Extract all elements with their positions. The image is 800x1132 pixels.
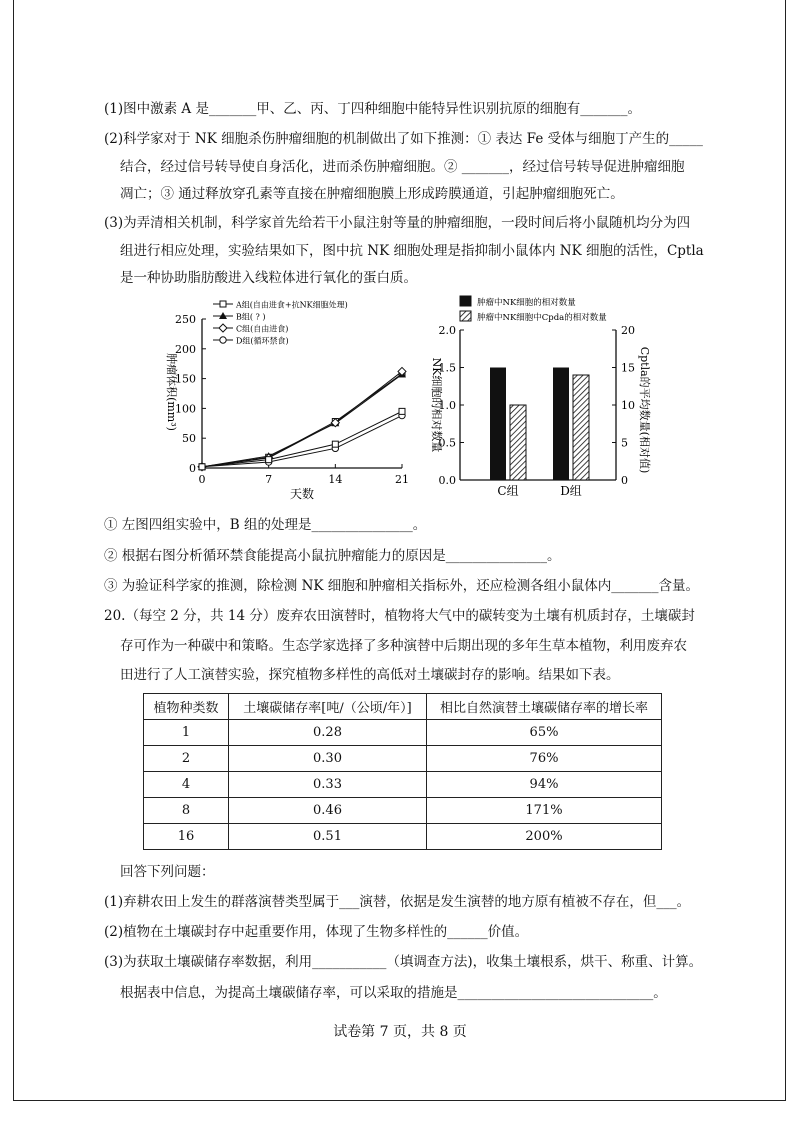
y-tick-label: 250 [175,313,196,326]
table-cell: 171% [427,798,662,824]
left-tick-label: 0.5 [438,436,456,450]
x-axis-label: 天数 [289,487,315,501]
square-marker [399,408,405,414]
table-cell: 76% [427,746,662,772]
table-row [144,824,662,850]
table-cell: 65% [427,720,662,746]
table-row [144,772,662,798]
legend-label: A组(自由进食+抗NK细胞处理) [236,300,348,310]
table-row [144,720,662,746]
legend-label: C组(自由进食) [236,324,289,334]
table-cell: 1 [144,720,229,746]
table-header: 植物种类数 [144,694,229,720]
sub-q2: ② 根据右图分析循环禁食能提高小鼠抗肿瘤能力的原因是_______________。 [104,548,561,564]
q3-line-3: 是一种协助脂肪酸进入线粒体进行氧化的蛋白质。 [120,270,417,286]
left-tick-label: 1.5 [438,361,456,375]
nk-cptla-bar-chart [428,292,653,507]
cptla-bar [573,375,589,480]
q2-line-1: (2)科学家对于 NK 细胞杀伤肿瘤细胞的机制做出了如下推测：① 表达 Fe 受体与细胞丁产生的_____ [104,131,703,147]
left-tick-label: 2.0 [438,324,456,337]
left-tick-label: 1.0 [438,399,456,412]
bar-chart-axes [430,324,652,498]
x-tick-label: 7 [265,473,273,486]
line-chart-legend [213,300,348,346]
table-cell: 4 [144,772,229,798]
x-tick-label: 21 [395,473,409,486]
q1-line: (1)图中激素 A 是_______甲、乙、丙、丁四种细胞中能特异性识别抗原的细胞有_______。 [104,101,641,117]
sub-q3: ③ 为验证科学家的推测，除检测 NK 细胞和肿瘤相关指标外，还应检测各组小鼠体内_______含量。 [104,578,700,594]
circle-marker [220,337,226,343]
table-row [144,746,662,772]
y-tick-label: 100 [175,402,196,416]
y-axis-label: 肿瘤体积(mm³) [165,353,178,431]
table-header: 相比自然演替土壤碳储存率的增长率 [427,694,662,720]
square-marker [199,464,205,470]
left-axis-label: NK细胞的相对数量 [430,357,443,453]
table-cell: 94% [427,772,662,798]
table-cell: 0.30 [229,746,427,772]
series-line-1 [202,374,402,466]
table-cell: 200% [427,824,662,850]
series-line-2 [202,371,402,466]
table-cell: 8 [144,798,229,824]
tumor-volume-line-chart [150,292,425,507]
nk-bar [553,368,569,481]
q2-line-2: 结合，经过信号转导使自身活化，进而杀伤肿瘤细胞。② _______，经过信号转导促进肿瘤细胞 [120,159,685,175]
square-marker [266,457,272,463]
table-cell: 0.33 [229,772,427,798]
legend-swatch [460,311,471,321]
table-cell: 2 [144,746,229,772]
bar-chart-legend [460,296,607,323]
q20-sub-3b: 根据表中信息，为提高土壤碳储存率，可以采取的措施是_____________________________。 [120,985,667,1001]
q20-sub-1: (1)弃耕农田上发生的群落演替类型属于___演替，依据是发生演替的地方原有植被不存在，但___。 [104,894,691,910]
right-tick-label: 5 [621,436,628,450]
q3-line-2: 组进行相应处理，实验结果如下，图中抗 NK 细胞处理是指抑制小鼠体内 NK 细胞的活性，Cptla [120,243,704,259]
diamond-marker [219,324,227,332]
y-tick-label: 200 [175,342,196,356]
table-header: 土壤碳储存率[吨/（公顷/年）] [229,694,427,720]
x-tick-label: 14 [328,473,343,486]
line-chart-series [198,367,406,470]
right-axis-label: Cptla的平均数量(相对值) [638,346,651,474]
table-cell: 0.51 [229,824,427,850]
series-line-0 [202,374,402,467]
category-label: D组 [560,484,582,498]
nk-bar [490,368,506,481]
table-cell: 16 [144,824,229,850]
table-row [144,798,662,824]
legend-label: D组(循环禁食) [236,336,289,346]
right-tick-label: 0 [621,474,628,487]
q3-line-1: (3)为弄清相关机制，科学家首先给若干小鼠注射等量的肿瘤细胞，一段时间后将小鼠随机均分为四 [104,215,691,231]
y-tick-label: 50 [182,432,196,446]
square-marker [332,441,338,447]
table-cell: 0.28 [229,720,427,746]
y-tick-label: 150 [175,372,196,386]
y-tick-label: 0 [189,462,196,475]
square-marker [220,301,226,307]
legend-label: 肿瘤中NK细胞的相对数量 [477,298,576,308]
right-tick-label: 15 [621,361,635,375]
left-tick-label: 0.0 [438,474,456,487]
right-tick-label: 20 [621,324,635,337]
q2-line-3: 凋亡；③ 通过释放穿孔素等直接在肿瘤细胞膜上形成跨膜通道，引起肿瘤细胞死亡。 [120,186,624,202]
q20-line-2: 存可作为一种碳中和策略。生态学家选择了多种演替中后期出现的多年生草本植物，利用废弃农 [120,638,687,654]
bar-chart-bars [490,368,589,481]
x-tick-label: 0 [198,473,206,486]
answer-prompt: 回答下列问题： [120,864,215,880]
q20-sub-3a: (3)为获取土壤碳储存率数据，利用___________（填调查方法)，收集土壤根系，烘干、称重、计算。 [104,954,703,970]
q20-line-1: 20.（每空 2 分，共 14 分）废弃农田演替时，植物将大气中的碳转变为土壤有机质封存，土壤碳封 [104,608,695,624]
sub-q1: ① 左图四组实验中，B 组的处理是_______________。 [104,517,427,533]
legend-swatch [460,296,471,306]
carbon-storage-table [143,693,662,850]
cptla-bar [510,405,526,480]
q20-line-3: 田进行了人工演替实验，探究植物多样性的高低对土壤碳封存的影响。结果如下表。 [120,667,620,683]
legend-label: B组( ? ) [236,312,266,322]
right-tick-label: 10 [621,399,635,412]
table-cell: 0.46 [229,798,427,824]
page-footer: 试卷第 7 页，共 8 页 [333,1024,467,1040]
category-label: C组 [497,484,519,498]
series-line-3 [202,416,402,467]
table-header-row [144,694,662,720]
q20-sub-2: (2)植物在土壤碳封存中起重要作用，体现了生物多样性的______价值。 [104,924,529,940]
legend-label: 肿瘤中NK细胞中Cpdа的相对数量 [477,313,607,323]
